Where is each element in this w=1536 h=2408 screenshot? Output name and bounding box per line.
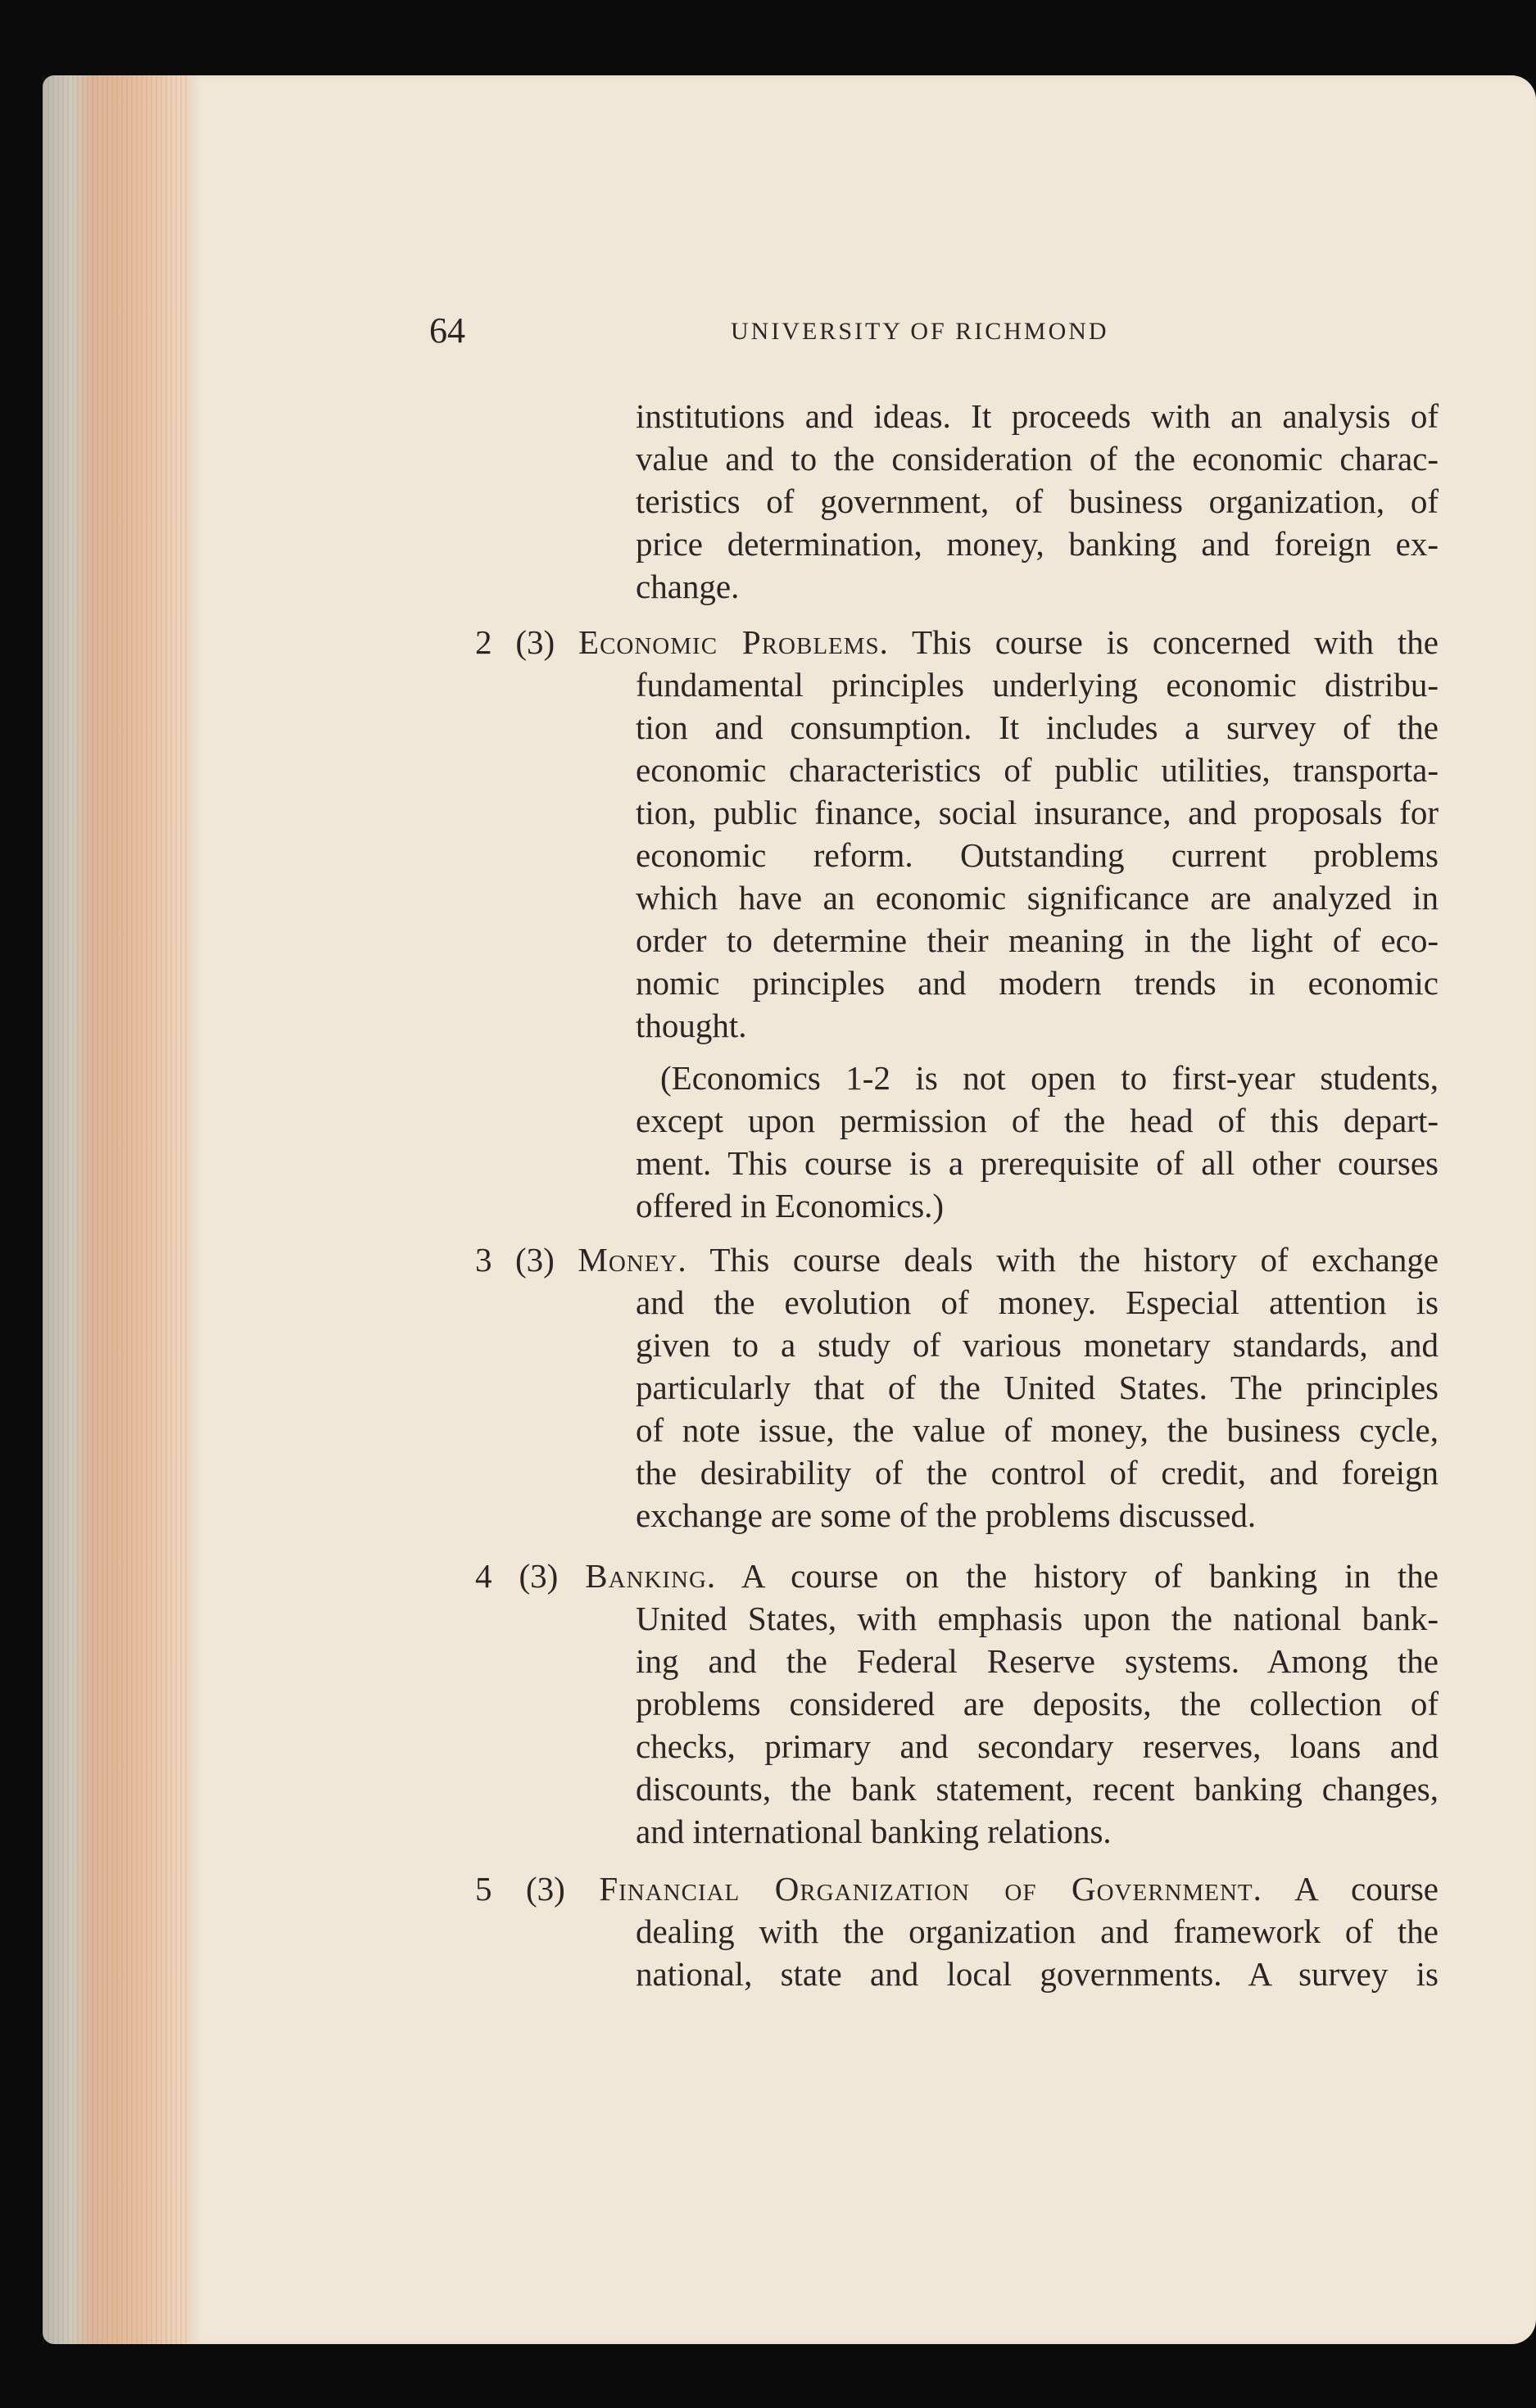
continuation-line: price determination, money, banking and foreign ex- (636, 525, 1439, 563)
course-description-line: economic reform. Outstanding current problems (636, 836, 1439, 874)
course-description-start: A course on the history of banking in the (741, 1557, 1439, 1595)
continuation-line: value and to the consideration of the economic charac- (636, 440, 1439, 478)
course-note-line: ment. This course is a prerequisite of all other courses (636, 1144, 1439, 1182)
course-description-start: This course is concerned with the (912, 623, 1439, 661)
course-note-line: (Economics 1-2 is not open to first-year students, (660, 1059, 1439, 1097)
course-number: 5 (3) (475, 1870, 565, 1908)
course-description-line: tion, public finance, social insurance, and proposals for (636, 794, 1439, 831)
course-description-line: national, state and local governments. A survey is (636, 1955, 1439, 1993)
course-note-line: offered in Economics.) (636, 1187, 945, 1224)
page-number: 64 (429, 310, 465, 351)
course-entry-heading (475, 621, 1439, 663)
course-description-line: given to a study of various monetary standards, and (636, 1326, 1439, 1364)
running-head: UNIVERSITY OF RICHMOND (731, 318, 1109, 345)
course-entry-heading (475, 1555, 1439, 1597)
course-description-line: order to determine their meaning in the light of eco- (636, 921, 1439, 959)
course-title: Economic Problems. (578, 623, 889, 661)
course-description-line: nomic principles and modern trends in economic (636, 964, 1439, 1002)
course-note-line: except upon permission of the head of this depart- (636, 1102, 1439, 1139)
course-entry-heading (475, 1867, 1439, 1910)
page-edges (43, 75, 206, 2344)
course-title: Money. (578, 1241, 687, 1279)
continuation-line: teristics of government, of business organization, of (636, 482, 1439, 520)
course-description-line: United States, with emphasis upon the national bank- (636, 1600, 1439, 1637)
course-description-line: and the evolution of money. Especial attention is (636, 1283, 1439, 1321)
course-description-line: particularly that of the United States. The principles (636, 1369, 1439, 1406)
continuation-line: change. (636, 568, 740, 605)
course-description-line: checks, primary and secondary reserves, loans and (636, 1727, 1439, 1765)
course-description-line: ing and the Federal Reserve systems. Among the (636, 1642, 1439, 1680)
course-title: Banking. (585, 1557, 717, 1595)
course-description-line: fundamental principles underlying economic distribu- (636, 666, 1439, 704)
continuation-line: institutions and ideas. It proceeds with an analysis of (636, 397, 1439, 435)
course-number: 3 (3) (475, 1241, 555, 1279)
course-description-line: which have an economic significance are analyzed in (636, 879, 1439, 917)
course-description-line: dealing with the organization and framework of the (636, 1912, 1439, 1950)
course-description-start: A course (1294, 1870, 1439, 1908)
course-description-start: This course deals with the history of exchange (709, 1241, 1439, 1279)
course-description-line: exchange are some of the problems discussed. (636, 1496, 1257, 1534)
course-description-line: and international banking relations. (636, 1813, 1112, 1850)
course-description-line: discounts, the bank statement, recent banking changes, (636, 1770, 1439, 1808)
course-description-line: economic characteristics of public utilities, transporta- (636, 751, 1439, 789)
course-description-line: of note issue, the value of money, the business cycle, (636, 1411, 1439, 1449)
course-description-line: tion and consumption. It includes a survey of the (636, 708, 1439, 746)
course-number: 4 (3) (475, 1557, 559, 1595)
course-entry-heading (475, 1238, 1439, 1281)
course-description-line: the desirability of the control of credit, and foreign (636, 1454, 1439, 1491)
course-description-line: thought. (636, 1007, 747, 1044)
course-title: Financial Organization of Government. (599, 1870, 1262, 1908)
course-number: 2 (3) (475, 623, 555, 661)
course-description-line: problems considered are deposits, the collection of (636, 1685, 1439, 1722)
